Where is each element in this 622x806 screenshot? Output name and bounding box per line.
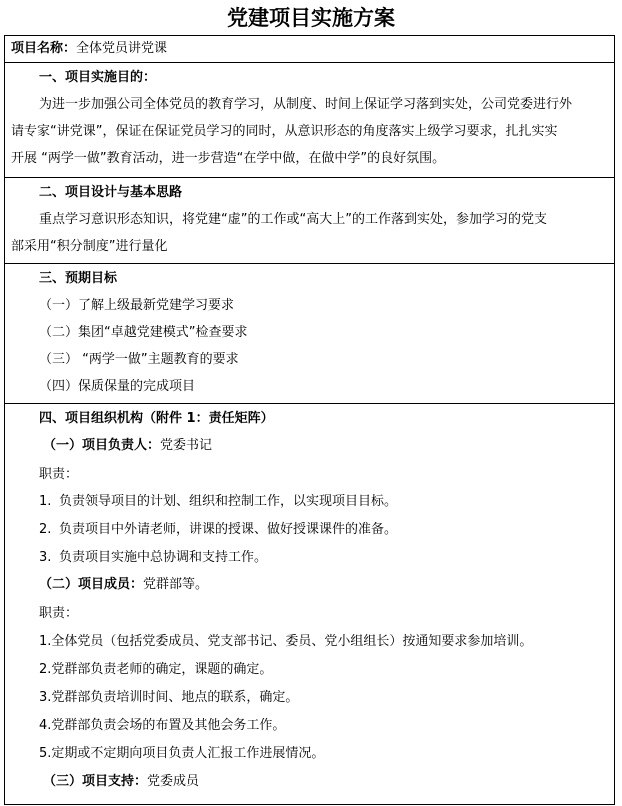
project-name	[11, 39, 167, 59]
project-name-row	[5, 36, 614, 62]
section-organization	[5, 403, 614, 806]
project-support	[43, 772, 199, 792]
project-leader-value: 党委书记	[160, 438, 213, 453]
leader-duty-text: 负责项目实施中总协调和支持工作。	[59, 550, 268, 565]
section-design-line: 重点学习意识形态知识，将党建“虚”的工作或“高大上”的工作落到实处，参加学习的党支	[39, 212, 547, 227]
document-title: 党建项目实施方案	[227, 5, 395, 30]
project-members	[39, 575, 208, 595]
section-purpose-line: 开展 “两学一做”教育活动，进一步营造“在学中做，在做中学”的良好氛围。	[11, 151, 446, 166]
leader-duty-number: 2.	[39, 522, 52, 537]
member-duty-item: 4.党群部负责会场的布置及其他会务工作。	[39, 718, 286, 733]
project-support-value: 党委成员	[147, 774, 200, 789]
leader-duty-item	[39, 548, 267, 568]
leader-duty-number: 3.	[39, 550, 52, 565]
leader-duty-item	[39, 520, 397, 540]
project-support-label: （三）项目支持：	[43, 774, 148, 789]
section-design	[5, 177, 614, 263]
section-design-line: 部采用“积分制度”进行量化	[11, 239, 168, 254]
project-leader	[43, 436, 212, 456]
goal-item: （二）集团“卓越党建模式”检查要求	[39, 325, 248, 340]
project-leader-label: （一）项目负责人：	[43, 438, 161, 453]
leader-duty-number: 1.	[39, 494, 52, 509]
goal-item: （三） “两学一做”主题教育的要求	[39, 352, 239, 367]
section-goals	[5, 263, 614, 403]
section-organization-heading: 四、项目组织机构（附件 1：责任矩阵）	[39, 411, 274, 426]
project-name-value: 全体党员讲党课	[76, 41, 168, 56]
member-duty-item: 3.党群部负责培训时间、地点的联系，确定。	[39, 690, 299, 705]
member-duty-item: 2.党群部负责老师的确定，课题的确定。	[39, 662, 273, 677]
project-members-value: 党群部等。	[143, 577, 209, 592]
leader-duty-text: 负责领导项目的计划、组织和控制工作，以实现项目目标。	[59, 494, 398, 509]
section-goals-heading: 三、预期目标	[39, 271, 118, 286]
duty-label: 职责：	[39, 606, 79, 621]
project-members-label: （二）项目成员：	[39, 577, 144, 592]
leader-duty-item	[39, 492, 397, 512]
goal-item: （四）保质保量的完成项目	[39, 379, 196, 394]
leader-duty-text: 负责项目中外请老师，讲课的授课、做好授课课件的准备。	[59, 522, 398, 537]
member-duty-item: 5.定期或不定期向项目负责人汇报工作进展情况。	[39, 746, 325, 761]
section-design-heading: 二、项目设计与基本思路	[39, 185, 183, 200]
project-name-label: 项目名称：	[11, 41, 77, 56]
duty-label: 职责：	[39, 467, 79, 482]
section-purpose-line: 请专家“讲党课”，保证在保证党员学习的同时，从意识形态的角度落实上级学习要求，扎扎实实	[11, 124, 558, 139]
plan-table	[4, 35, 615, 805]
member-duty-item: 1.全体党员（包括党委成员、党支部书记、委员、党小组组长）按通知要求参加培训。	[39, 634, 533, 649]
section-purpose	[5, 62, 614, 177]
section-purpose-line: 为进一步加强公司全体党员的教育学习，从制度、时间上保证学习落到实处，公司党委进行外	[39, 97, 573, 112]
section-purpose-heading: 一、项目实施目的：	[39, 70, 157, 85]
goal-item: （一）了解上级最新党建学习要求	[39, 298, 235, 313]
